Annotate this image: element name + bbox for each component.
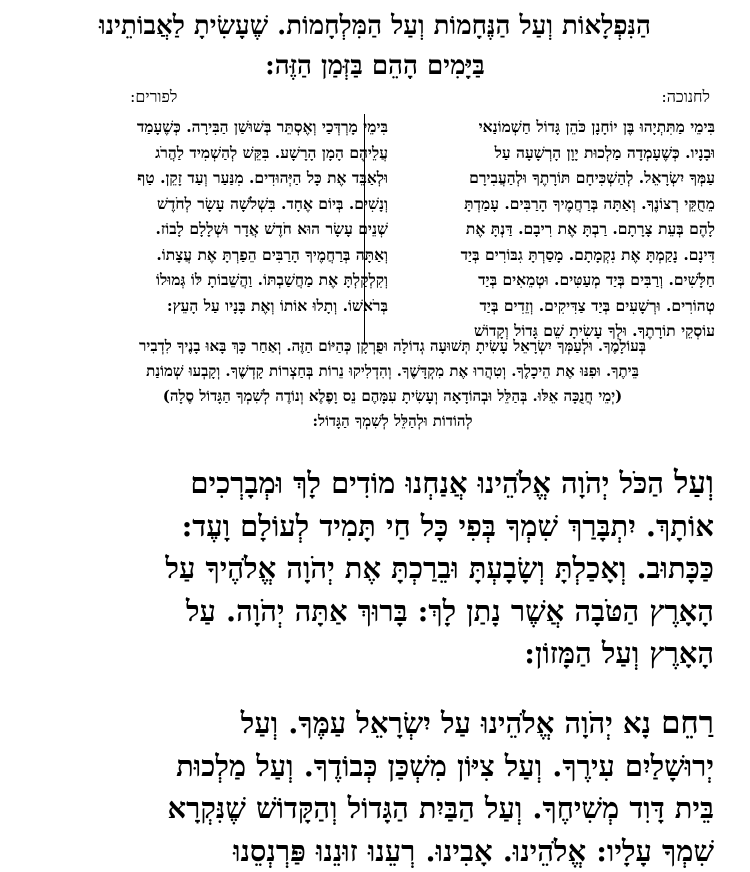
paragraph-opening-word: וְעַל xyxy=(674,465,714,501)
paragraph-line: שִׁמְךָ עָלָיו: אֱלֹהֵינוּ. אָבִינוּ. רְעֵנוּ זוּנֵנוּ פַּרְנְסֵנוּ xyxy=(36,830,714,872)
purim-line: בִּימֵי מָרְדְּכַי וְאֶסְתֵּר בְּשׁוּשַׁן הַבִּירָה. כְּשֶׁעָמַד xyxy=(68,114,388,140)
paragraph-line: יְרוּשָׁלַיִם עִירֶךָ. וְעַל צִיּוֹן מִשְׁכַּן כְּבוֹדֶךָ. וְעַל מַלְכוּת xyxy=(36,745,714,788)
chanukah-line: בִּימֵי מַתִּתְיָהוּ בֶּן יוֹחָנָן כֹּהֵן גָּדוֹל חַשְׁמוֹנַאי xyxy=(395,114,715,140)
paragraph-line: הָאָרֶץ הַטֹּבָה אֲשֶׁר נָתַן לָךְ: בָּרוּךְ אַתָּה יְהֹוָה. עַל xyxy=(36,590,714,633)
chanukah-line: טְהוֹרִים. וּרְשָׁעִים בְּיַד צַדִּיקִים. וְזֵדִים בְּיַד xyxy=(395,293,715,319)
paragraph-opening-word: רַחֵם xyxy=(661,705,714,741)
purim-line: וְאַתָּה בְּרַחֲמֶיךָ הָרַבִּים הֵפַרְתָּ אֶת עֲצָתוֹ. xyxy=(68,242,388,268)
paragraph-line xyxy=(36,702,714,745)
paragraph-line: אוֹתָךְ. יִתְבָּרַךְ שִׁמְךָ בְּפִי כָּל חַי תָּמִיד לְעוֹלָם וָעֶד: xyxy=(36,505,714,548)
chanukah-line: עַמְּךָ יִשְׂרָאֵל. לְהַשְׁכִּיחָם תּוֹרָתֶךָ וּלְהַעֲבִירָם xyxy=(395,165,715,191)
chanukah-line: עוֹסְקֵי תוֹרָתֶךָ. וּלְךָ עָשִׂיתָ שֵׁם גָּדוֹל וְקָדוֹשׁ xyxy=(395,318,715,344)
paragraph-line-text: נָא יְהֹוָה אֱלֹהֵינוּ עַל יִשְׂרָאֵל עַמֶּךָ. וְעַל xyxy=(241,706,661,740)
continuation-line: לְהוֹדוֹת וּלְהַלֵּל לְשִׁמְךָ הַגָּדוֹל: xyxy=(70,409,715,434)
paragraph-line xyxy=(36,462,714,505)
chanukah-line: וּבָנָיו. כְּשֶׁעָמְדָה מַלְכוּת יָוָן הָרְשָׁעָה עַל xyxy=(395,140,715,166)
purim-label: לפורים: xyxy=(130,86,177,108)
paragraph-line: הָאָרֶץ וְעַל הַמָּזוֹן: xyxy=(36,632,714,675)
chanukah-line: מֵחֻקֵּי רְצוֹנֶךָ. וְאַתָּה בְּרַחֲמֶיךָ הָרַבִּים. עָמַדְתָּ xyxy=(395,191,715,217)
chanukah-column xyxy=(395,114,715,344)
header-text xyxy=(40,6,710,86)
paragraph-line: כַּכָּתוּב. וְאָכַלְתָּ וְשָׂבָעְתָּ וּבֵרַכְתָּ אֶת יְהֹוָה אֱלֹהֶיךָ עַל xyxy=(36,547,714,590)
chanukah-line: חַלָּשִׁים. וְרַבִּים בְּיַד מְעַטִּים. וּטְמֵאִים בְּיַד xyxy=(395,267,715,293)
header-line: בַּיָּמִים הָהֵם בַּזְּמַן הַזֶּה: xyxy=(40,46,710,86)
purim-line: עֲלֵיהֶם הָמָן הָרָשָׁע. בִּקֵּשׁ לְהַשְׁמִיד לַהֲרֹג xyxy=(68,140,388,166)
ve-al-hakol-paragraph xyxy=(36,462,714,675)
chanukah-line: לָהֶם בְּעֵת צָרָתָם. רַבְתָּ אֶת רִיבָם. דַּנְתָּ אֶת xyxy=(395,216,715,242)
purim-line: שְׁנֵים עָשָׂר הוּא חֹדֶשׁ אֲדָר וּשְׁלָלָם לָבוֹז. xyxy=(68,216,388,242)
purim-line: וּלְאַבֵּד אֶת כָּל הַיְּהוּדִים. מִנַּעַר וְעַד זָקֵן. טַף xyxy=(68,165,388,191)
header-line: הַנִּפְלָאוֹת וְעַל הַנֶּחָמוֹת וְעַל הַמִּלְחָמוֹת. שֶׁעָשִׂיתָ לַאֲבוֹתֵינוּ xyxy=(40,6,710,46)
purim-line: וְקִלְקַלְתָּ אֶת מַחֲשַׁבְתּוֹ. וַהֲשֵׁבוֹתָ לּוֹ גְּמוּלוֹ xyxy=(68,267,388,293)
purim-line: בְּרֹאשׁוֹ. וְתָלוּ אוֹתוֹ וְאֶת בָּנָיו עַל הָעֵץ: xyxy=(68,293,388,319)
chanukah-continuation xyxy=(70,334,715,434)
paragraph-line: בֵּית דָּוִד מְשִׁיחֶךָ. וְעַל הַבַּיִת הַגָּדוֹל וְהַקָּדוֹשׁ שֶׁנִּקְרָא xyxy=(36,787,714,830)
chanukah-label: לחנוכה: xyxy=(661,86,710,108)
continuation-line: (יְמֵי חֲנֻכָּה אֵלּוּ. בְּהַלֵּל וּבְהוֹדָאָה וְעָשִׂיתָ עִמָּהֶם נֵס וָפֶלֶא וְנוֹדֶה לְשִׁמְךָ הַגָּדוֹל סֶלָה) xyxy=(70,384,715,409)
purim-line: וְנָשִׁים. בְּיוֹם אֶחָד. בִּשְׁלֹשָׁה עָשָׂר לְחֹדֶשׁ xyxy=(68,191,388,217)
continuation-line: בֵּיתֶךָ. וּפִנּוּ אֶת הֵיכָלֶךָ. וְטִהֲרוּ אֶת מִקְדָּשֶׁךָ. וְהִדְלִיקוּ נֵרוֹת בְּחַצְרוֹת קָדְשֶׁךָ. וְקָבְעוּ שְׁמוֹנַת xyxy=(70,359,715,384)
rachem-paragraph xyxy=(36,702,714,872)
chanukah-line: דִּינָם. נָקַמְתָּ אֶת נִקְמָתָם. מָסַרְתָּ גִבּוֹרִים בְּיַד xyxy=(395,242,715,268)
continuation-line: בְּעוֹלָמֶךָ. וּלְעַמְּךָ יִשְׂרָאֵל עָשִׂיתָ תְּשׁוּעָה גְדוֹלָה וּפֻרְקָן כְּהַיּוֹם הַזֶּה. וְאַחַר כָּךְ בָּאוּ בָנֶיךָ לִדְבִיר xyxy=(70,334,715,359)
paragraph-line-text: הַכֹּל יְהֹוָה אֱלֹהֵינוּ אֲנַחְנוּ מוֹדִים לָךְ וּמְבָרְכִים xyxy=(190,466,674,500)
purim-column xyxy=(68,114,388,318)
